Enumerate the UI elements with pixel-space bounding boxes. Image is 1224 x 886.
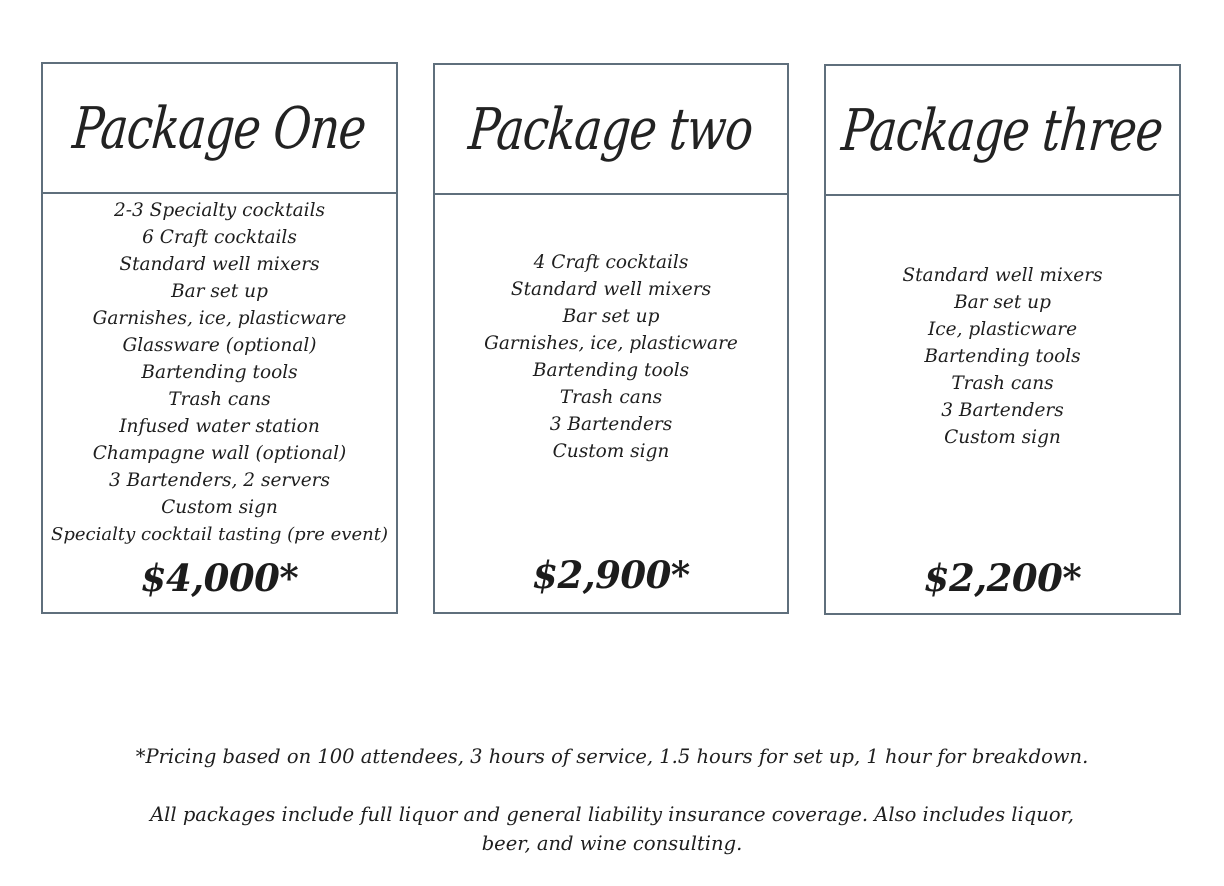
package-three-price: $2,200* (923, 556, 1082, 600)
insurance-footnote: All packages include full liquor and general liability insurance coverage. Also includes liquor, beer, and wine consulting. (150, 803, 1074, 855)
package-two-price: $2,900* (532, 553, 690, 597)
feature-item: Bar set up (562, 306, 660, 327)
feature-item: Custom sign (944, 427, 1061, 448)
package-two-header (435, 65, 787, 195)
feature-item: Bartending tools (532, 360, 690, 381)
pricing-footnote: *Pricing based on 100 attendees, 3 hours of service, 1.5 hours for set up, 1 hour for breakdown. (135, 745, 1089, 768)
feature-item: 3 Bartenders (941, 400, 1064, 421)
package-three-title: Package three (839, 96, 1166, 164)
package-two-card (433, 63, 789, 614)
feature-item: Standard well mixers (510, 279, 712, 300)
feature-item: Garnishes, ice, plasticware (484, 333, 738, 354)
package-one-header (43, 64, 396, 194)
feature-item: 2-3 Specialty cocktails (114, 200, 325, 221)
feature-item: Custom sign (552, 441, 670, 462)
feature-item: Bar set up (171, 281, 268, 302)
feature-item: Champagne wall (optional) (92, 443, 347, 464)
feature-item: Standard well mixers (119, 254, 320, 275)
feature-item: Trash cans (951, 373, 1054, 394)
feature-item: Standard well mixers (902, 265, 1103, 286)
feature-item: Trash cans (168, 389, 271, 410)
package-three-header (826, 66, 1179, 196)
feature-item: Specialty cocktail tasting (pre event) (51, 524, 388, 545)
package-two-features (435, 249, 787, 465)
feature-item: Trash cans (559, 387, 663, 408)
package-three-features (826, 262, 1179, 451)
feature-item: 3 Bartenders (549, 414, 673, 435)
feature-item: Glassware (optional) (122, 335, 317, 356)
feature-item: Infused water station (119, 416, 320, 437)
feature-item: 4 Craft cocktails (533, 252, 689, 273)
package-three-card (824, 64, 1181, 615)
feature-item: Custom sign (161, 497, 278, 518)
feature-item: Bartending tools (924, 346, 1081, 367)
package-one-price: $4,000* (140, 556, 299, 600)
package-one-title: Package One (70, 94, 369, 162)
feature-item: 6 Craft cocktails (142, 227, 297, 248)
feature-item: Bartending tools (141, 362, 298, 383)
feature-item: 3 Bartenders, 2 servers (109, 470, 330, 491)
feature-item: Ice, plasticware (927, 319, 1078, 340)
feature-item: Garnishes, ice, plasticware (92, 308, 347, 329)
package-one-card (41, 62, 398, 614)
package-one-features (43, 197, 396, 548)
feature-item: Bar set up (954, 292, 1051, 313)
package-two-title: Package two (466, 95, 756, 163)
